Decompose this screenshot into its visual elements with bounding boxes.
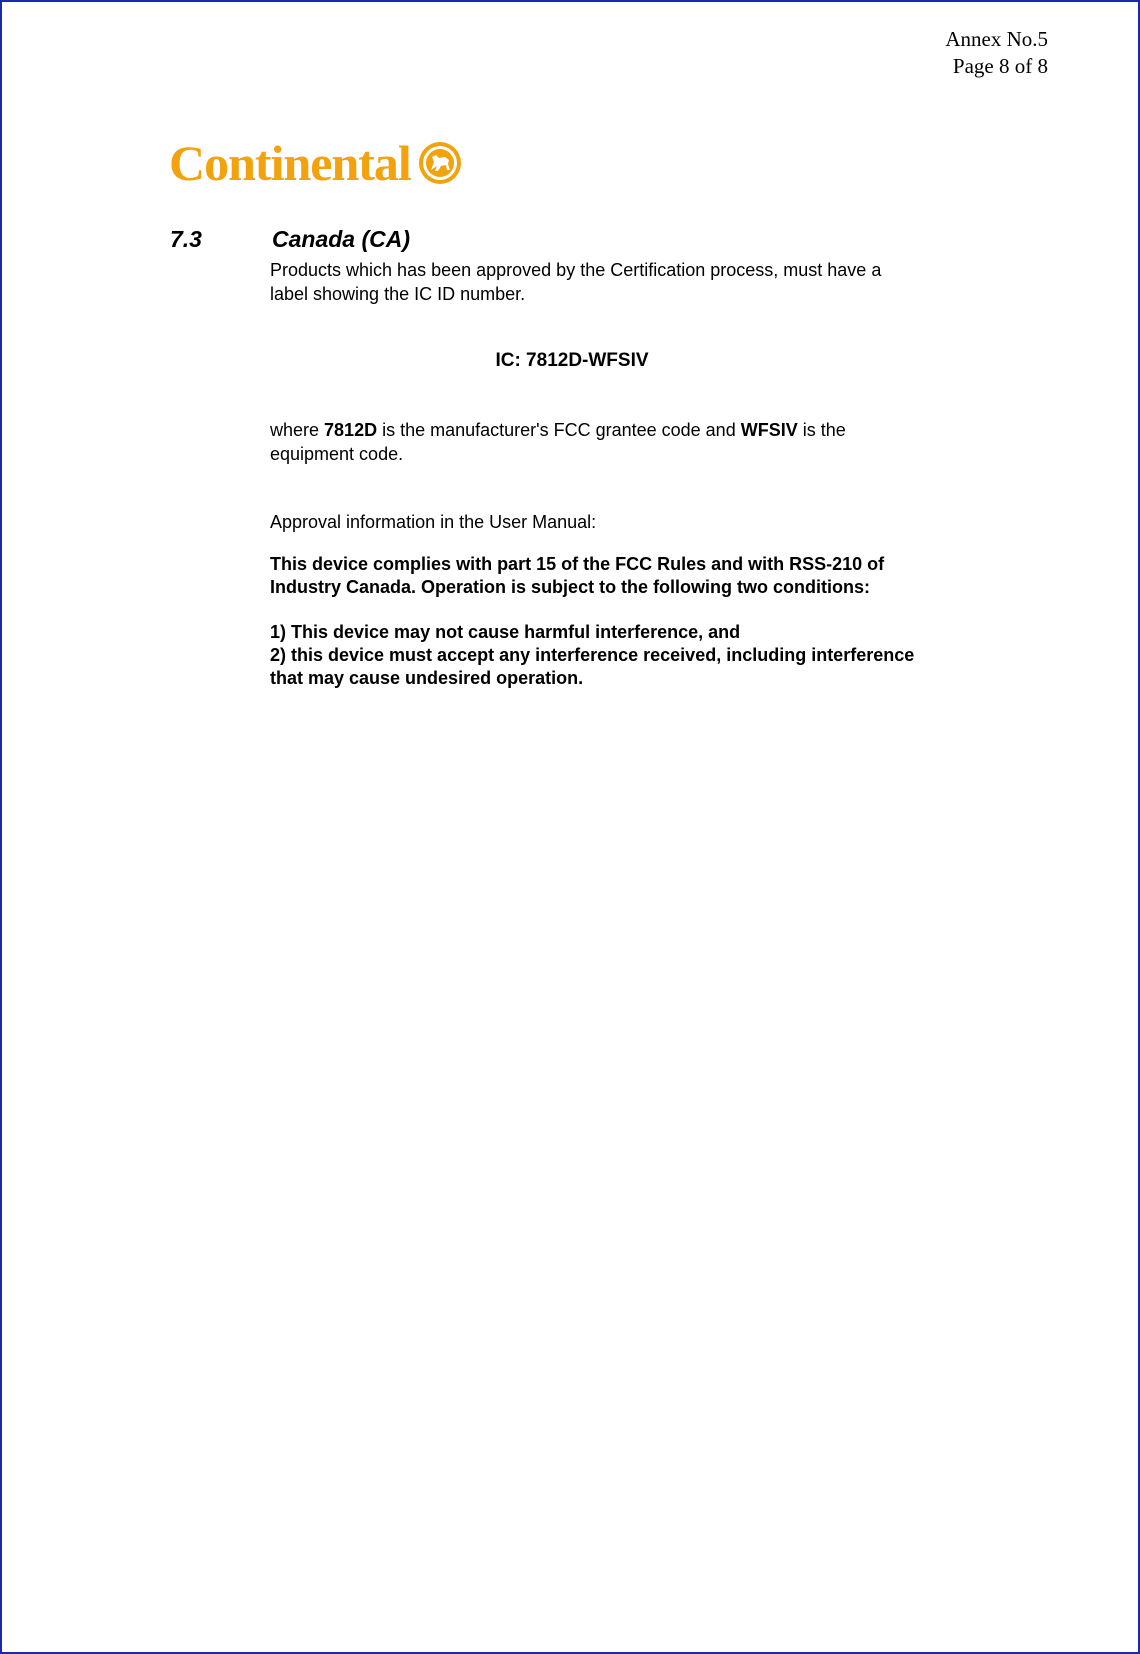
section-number: 7.3 — [170, 226, 202, 252]
horse-seal-icon — [417, 140, 463, 186]
grantee-code: 7812D — [324, 420, 378, 440]
annex-header — [945, 26, 1048, 80]
condition-2-cont: that may cause undesired operation. — [270, 668, 584, 688]
explanation-paragraph: where 7812D is the manufacturer's FCC grantee code and WFSIV is the equipment code. — [270, 420, 846, 464]
section-title: Canada (CA) — [272, 226, 411, 252]
annex-number: Annex No.5 — [945, 27, 1048, 51]
logo-wordmark: Continental — [169, 135, 411, 191]
condition-1: 1) This device may not cause harmful interference, and — [270, 622, 741, 642]
conditions-list — [270, 621, 978, 690]
intro-paragraph: Products which has been approved by the Certification process, must have a label showing the IC ID number. — [270, 260, 882, 304]
ic-id-label: IC: 7812D-WFSIV — [495, 350, 649, 371]
continental-logo — [169, 135, 463, 191]
condition-2: 2) this device must accept any interference received, including interference — [270, 645, 915, 665]
page-number: Page 8 of 8 — [952, 54, 1048, 78]
compliance-statement: This device complies with part 15 of the FCC Rules and with RSS-210 of Industry Canada. Operation is subject to the following two conditions: — [270, 554, 885, 597]
approval-heading: Approval information in the User Manual: — [270, 512, 597, 532]
equipment-code: WFSIV — [740, 420, 798, 440]
